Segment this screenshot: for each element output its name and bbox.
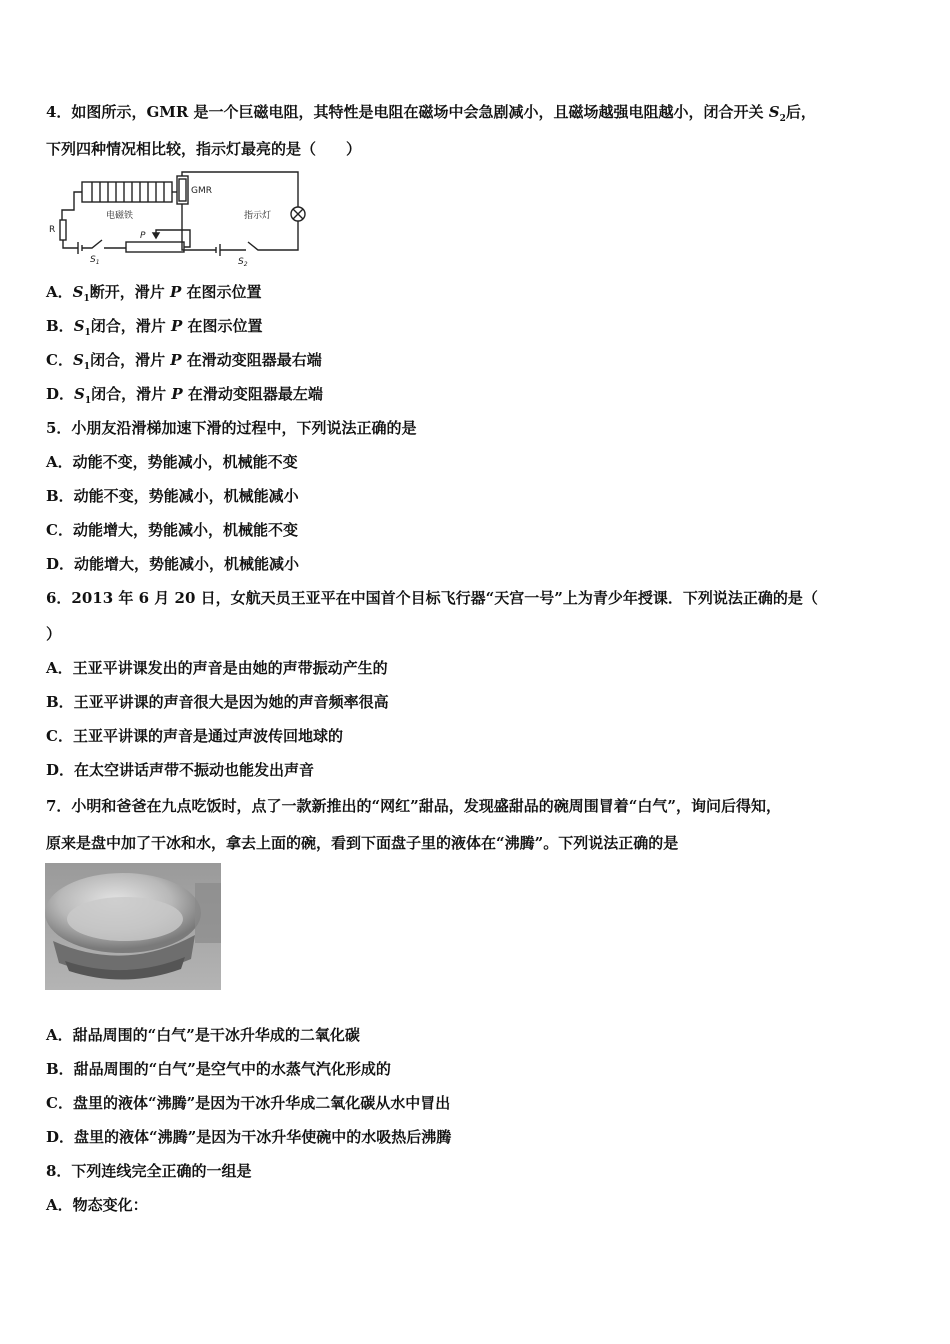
question-7-stem-line1: 7．小明和爸爸在九点吃饭时，点了一款新推出的“网红”甜品，发现盛甜品的碗周围冒着“白气”，询问后得知， bbox=[46, 797, 781, 815]
question-7-option-d: D．盘里的液体“沸腾”是因为干冰升华使碗中的水吸热后沸腾 bbox=[46, 1128, 452, 1146]
question-7-option-b: B．甜品周围的“白气”是空气中的水蒸气汽化形成的 bbox=[46, 1060, 391, 1078]
question-4-option-c: C．$S_1$闭合，滑片 P 在滑动变阻器最右端 bbox=[46, 351, 322, 372]
label-p: P bbox=[140, 231, 146, 241]
question-4-option-d: D．$S_1$闭合，滑片 P 在滑动变阻器最左端 bbox=[46, 385, 323, 406]
question-7-stem-line2: 原来是盘中加了干冰和水，拿去上面的碗，看到下面盘子里的液体在“沸腾”。下列说法正确的是 bbox=[46, 834, 679, 852]
question-7-option-a: A．甜品周围的“白气”是干冰升华成的二氧化碳 bbox=[46, 1026, 360, 1044]
label-electromagnet: 电磁铁 bbox=[106, 211, 134, 221]
question-8-stem: 8．下列连线完全正确的一组是 bbox=[46, 1162, 252, 1180]
question-4-option-a: A．$S_1$断开，滑片 P 在图示位置 bbox=[46, 283, 262, 304]
question-6-option-b: B．王亚平讲课的声音很大是因为她的声音频率很高 bbox=[46, 693, 389, 711]
question-4-stem-line2: 下列四种情况相比较，指示灯最亮的是（ ） bbox=[46, 140, 362, 158]
question-6-stem-line1: 6．2013 年 6 月 20 日，女航天员王亚平在中国首个目标飞行器“天宫一号”上为青少年授课．下列说法正确的是（ bbox=[46, 589, 818, 607]
dry-ice-dessert-photo bbox=[45, 863, 221, 990]
question-6-option-d: D．在太空讲话声带不振动也能发出声音 bbox=[46, 761, 315, 779]
circuit-diagram bbox=[44, 170, 306, 266]
label-s1: $S_1$ bbox=[90, 255, 100, 266]
question-4-option-b: B．$S_1$闭合，滑片 P 在图示位置 bbox=[46, 317, 263, 338]
question-6-stem-line2: ） bbox=[46, 625, 62, 643]
question-8-option-a: A．物态变化： bbox=[46, 1196, 148, 1214]
label-s2: $S_2$ bbox=[238, 257, 248, 266]
question-7-option-c: C．盘里的液体“沸腾”是因为干冰升华成二氧化碳从水中冒出 bbox=[46, 1094, 451, 1112]
question-5-option-c: C．动能增大，势能减小，机械能不变 bbox=[46, 521, 298, 539]
label-gmr: GMR bbox=[191, 186, 212, 196]
question-5-option-a: A．动能不变，势能减小，机械能不变 bbox=[46, 453, 298, 471]
question-5-option-b: B．动能不变，势能减小，机械能减小 bbox=[46, 487, 299, 505]
question-5-option-d: D．动能增大，势能减小，机械能减小 bbox=[46, 555, 300, 573]
question-5-stem: 5．小朋友沿滑梯加速下滑的过程中，下列说法正确的是 bbox=[46, 419, 417, 437]
question-4-stem-line1: 4．如图所示，GMR 是一个巨磁电阻，其特性是电阻在磁场中会急剧减小，且磁场越强电阻越小，闭合开关 $S_2$后， bbox=[46, 103, 816, 124]
question-6-option-c: C．王亚平讲课的声音是通过声波传回地球的 bbox=[46, 727, 343, 745]
label-lamp: 指示灯 bbox=[244, 211, 272, 221]
label-r: R bbox=[49, 225, 56, 235]
question-6-option-a: A．王亚平讲课发出的声音是由她的声带振动产生的 bbox=[46, 659, 388, 677]
